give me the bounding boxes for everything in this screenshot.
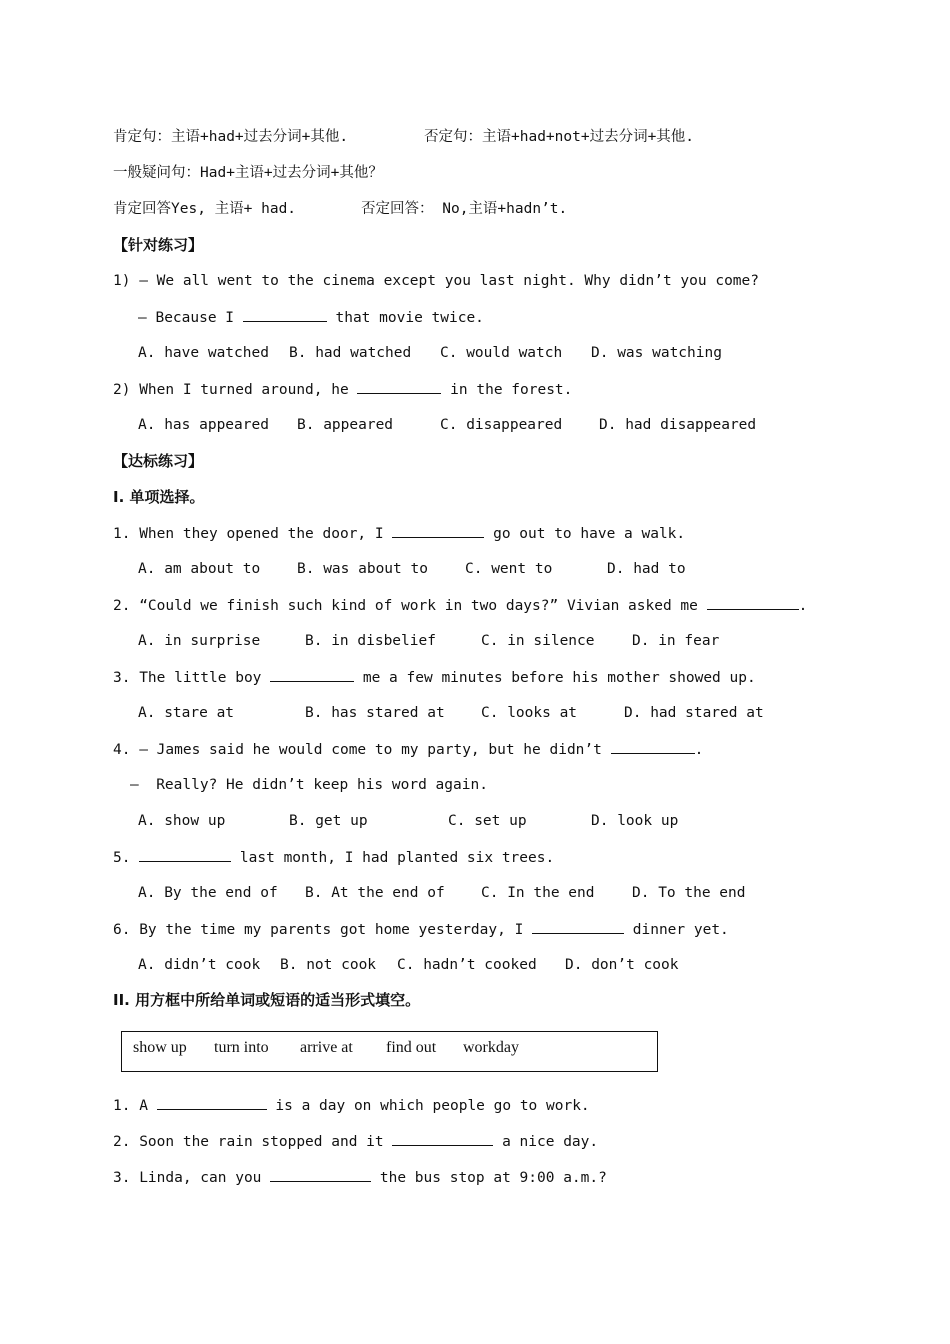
- option-d: D. look up: [591, 813, 679, 829]
- mc-q5: [113, 847, 554, 868]
- question-text: that movie twice.: [326, 310, 484, 326]
- mc-q3: [113, 667, 756, 688]
- mc-q4-reply: — Really? He didn’t keep his word again.: [130, 777, 488, 793]
- question-text: 4. — James said he would come to my party, but he didn’t: [113, 742, 611, 758]
- question-text: 1. When they opened the door, I: [113, 526, 393, 542]
- option-d: D. was watching: [591, 345, 722, 361]
- question-text: 2. “Could we finish such kind of work in two days?” Vivian asked me: [113, 598, 707, 614]
- option-c: C. would watch: [440, 345, 563, 361]
- mc-q6: [113, 919, 729, 940]
- option-d: D. had disappeared: [599, 417, 757, 433]
- question-text: 2) When I turned around, he: [113, 382, 358, 398]
- option-b: B. has stared at: [305, 705, 445, 721]
- section-2-heading: II. 用方框中所给单词或短语的适当形式填空。: [113, 991, 421, 1009]
- fill-q3: [113, 1167, 607, 1188]
- option-d: D. To the end: [632, 885, 746, 901]
- test-heading: 【达标练习】: [113, 452, 204, 470]
- question-text: 5.: [113, 850, 140, 866]
- word-box-item: show up: [133, 1039, 187, 1056]
- word-box-item: workday: [463, 1039, 519, 1056]
- option-b: B. in disbelief: [305, 633, 436, 649]
- practice-q1-line1: 1) — We all went to the cinema except you last night. Why didn’t you come?: [113, 273, 760, 289]
- question-text: .: [694, 742, 704, 758]
- answer-blank: [270, 667, 354, 682]
- negative-rule: 否定句：主语+had+not+过去分词+其他.: [424, 129, 695, 145]
- question-text: is a day on which people go to work.: [266, 1098, 590, 1114]
- answer-blank: [611, 739, 695, 754]
- practice-heading: 【针对练习】: [113, 236, 204, 254]
- option-c: C. hadn’t cooked: [397, 957, 537, 973]
- option-a: A. didn’t cook: [138, 957, 261, 973]
- practice-q1-line2: [138, 307, 484, 328]
- answer-blank: [157, 1095, 267, 1110]
- question-text: 3. The little boy: [113, 670, 271, 686]
- question-text: in the forest.: [441, 382, 573, 398]
- option-c: C. disappeared: [440, 417, 563, 433]
- option-d: D. had stared at: [624, 705, 764, 721]
- question-text: the bus stop at 9:00 a.m.?: [371, 1170, 607, 1186]
- short-no-rule: 否定回答： No,主语+hadn’t.: [361, 201, 568, 217]
- short-yes-rule: 肯定回答Yes, 主语+ had.: [113, 201, 297, 217]
- option-d: D. in fear: [632, 633, 720, 649]
- question-text: me a few minutes before his mother showed up.: [354, 670, 756, 686]
- answer-blank: [243, 307, 327, 322]
- option-c: C. looks at: [481, 705, 578, 721]
- option-b: B. not cook: [280, 957, 377, 973]
- mc-q4: [113, 739, 703, 760]
- option-b: B. At the end of: [305, 885, 445, 901]
- option-c: C. set up: [448, 813, 527, 829]
- option-a: A. show up: [138, 813, 226, 829]
- option-d: D. don’t cook: [565, 957, 679, 973]
- option-a: A. By the end of: [138, 885, 278, 901]
- option-a: A. am about to: [138, 561, 261, 577]
- question-text: 3. Linda, can you: [113, 1170, 271, 1186]
- answer-blank: [270, 1167, 371, 1182]
- option-b: B. had watched: [289, 345, 412, 361]
- affirmative-rule: 肯定句：主语+had+过去分词+其他.: [113, 129, 349, 145]
- option-a: A. stare at: [138, 705, 235, 721]
- option-b: B. appeared: [297, 417, 394, 433]
- option-c: C. went to: [465, 561, 553, 577]
- question-text: — Because I: [138, 310, 243, 326]
- answer-blank: [707, 595, 799, 610]
- answer-blank: [139, 847, 231, 862]
- question-text: last month, I had planted six trees.: [231, 850, 555, 866]
- question-text: .: [798, 598, 808, 614]
- question-text: a nice day.: [493, 1134, 599, 1150]
- option-c: C. In the end: [481, 885, 595, 901]
- option-c: C. in silence: [481, 633, 595, 649]
- word-box-item: turn into: [214, 1039, 269, 1056]
- mc-q1: [113, 523, 685, 544]
- question-text: 2. Soon the rain stopped and it: [113, 1134, 393, 1150]
- option-a: A. have watched: [138, 345, 269, 361]
- option-d: D. had to: [607, 561, 686, 577]
- option-b: B. was about to: [297, 561, 428, 577]
- option-a: A. has appeared: [138, 417, 269, 433]
- question-text: go out to have a walk.: [484, 526, 686, 542]
- answer-blank: [392, 523, 484, 538]
- section-1-heading: I. 单项选择。: [113, 488, 205, 506]
- option-a: A. in surprise: [138, 633, 261, 649]
- fill-q2: [113, 1131, 598, 1152]
- word-box-item: find out: [386, 1039, 437, 1056]
- mc-q2: [113, 595, 807, 616]
- option-b: B. get up: [289, 813, 368, 829]
- practice-q2: [113, 379, 572, 400]
- question-text: dinner yet.: [624, 922, 729, 938]
- fill-q1: [113, 1095, 590, 1116]
- question-rule: 一般疑问句：Had+主语+过去分词+其他？: [113, 165, 383, 181]
- question-text: 6. By the time my parents got home yesterday, I: [113, 922, 533, 938]
- word-box-item: arrive at: [300, 1039, 353, 1056]
- answer-blank: [532, 919, 624, 934]
- question-text: 1. A: [113, 1098, 157, 1114]
- answer-blank: [357, 379, 441, 394]
- answer-blank: [392, 1131, 493, 1146]
